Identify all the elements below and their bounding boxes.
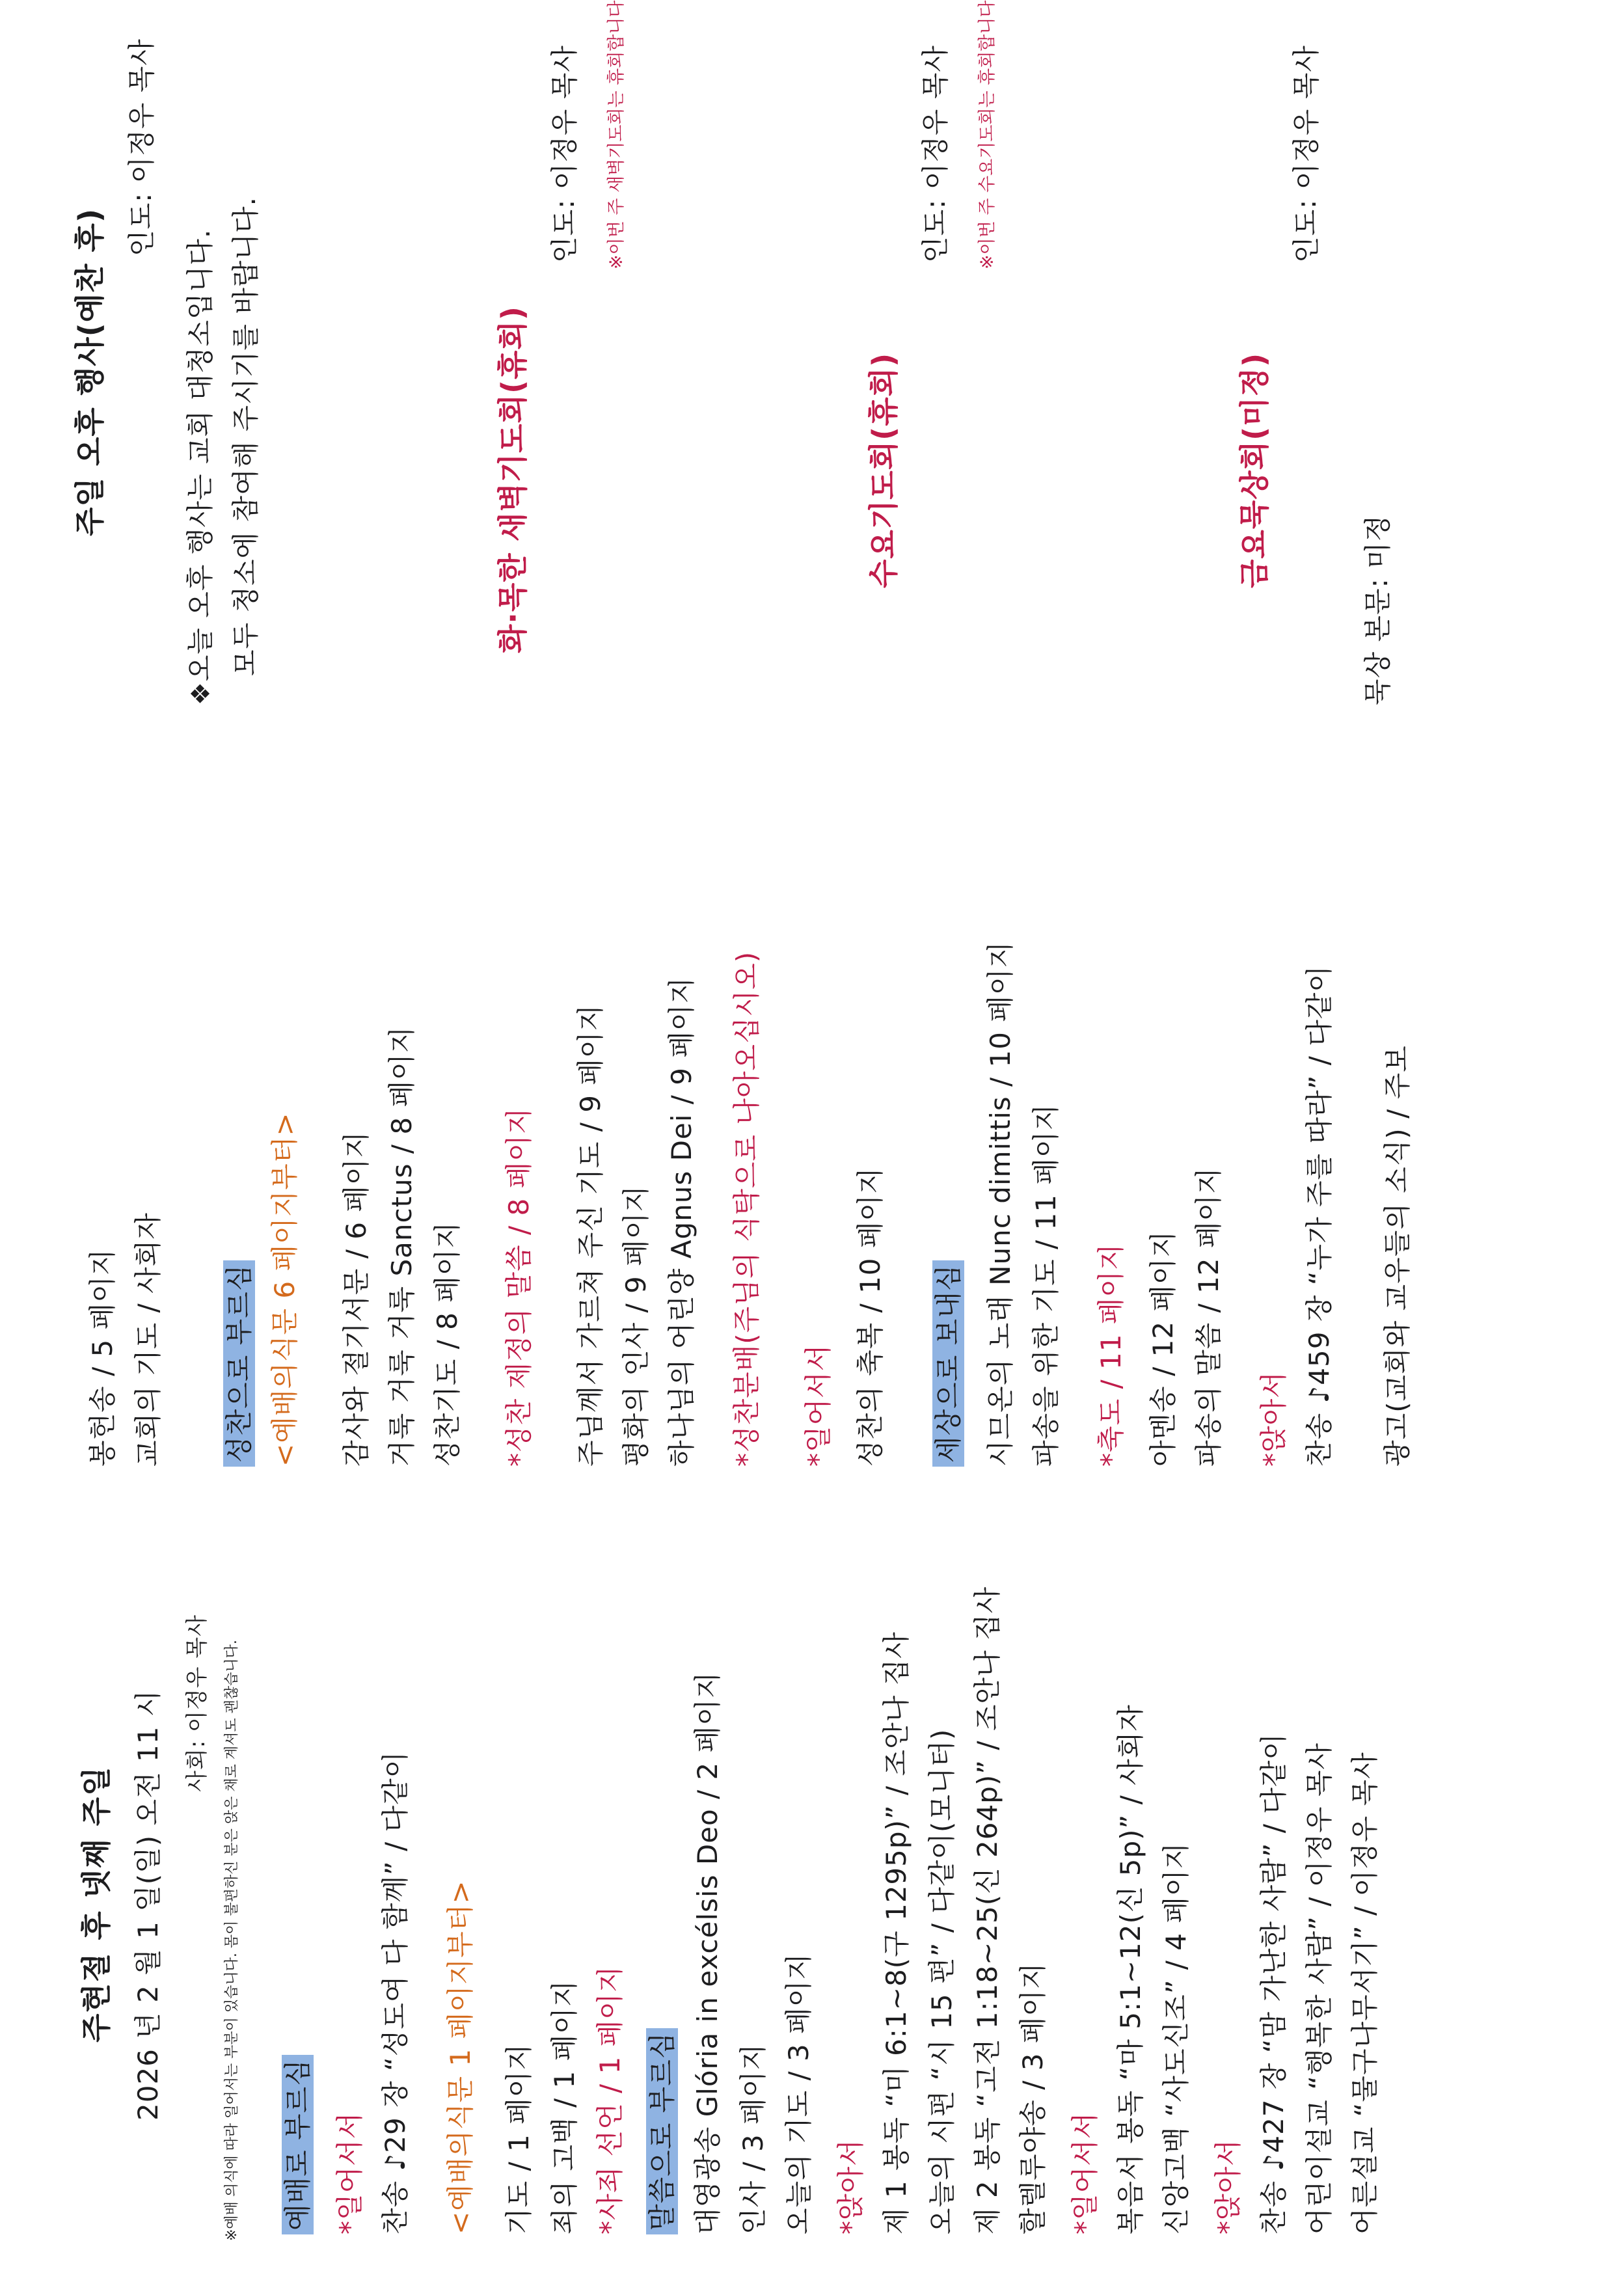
nunc-dimittis: 시므온의 노래 Nunc dimittis / 10 페이지 [984, 941, 1016, 1467]
eucharistic-prayer: 성찬기도 / 8 페이지 [431, 1221, 463, 1467]
confession-item: 죄의 고백 / 1 페이지 [548, 1979, 580, 2234]
wednesday-prayer-leader: 인도: 이정우 목사 [919, 45, 951, 263]
diamond-bullet-icon: ❖ [186, 681, 216, 705]
stand-instruction: *일어서서 [334, 2111, 366, 2234]
service-date: 2026 년 2 월 1 일(일) 오전 11 시 [132, 1689, 164, 2121]
order-of-worship-part-1 [0, 1519, 1624, 2247]
section-tag: 세상으로 보내심 [932, 1260, 964, 1467]
amen-song: 아멘송 / 12 페이지 [1147, 1230, 1179, 1467]
opening-hymn: 찬송 ♪29 장 “성도여 다 함께” / 다같이 [379, 1750, 411, 2234]
adult-sermon: 어른설교 “물구나무서기” / 이정우 목사 [1349, 1752, 1381, 2234]
offering-song: 봉헌송 / 5 페이지 [87, 1248, 118, 1467]
section-call-to-worship [280, 2055, 316, 2234]
standing-note: ※예배 의식에 따라 일어서는 부분이 있습니다. 몸이 불편하신 분은 앉은 채로 계셔도 괜찮습니다. [224, 1640, 240, 2241]
creed-item: 신앙고백 “사도신조” / 4 페이지 [1160, 1841, 1192, 2234]
afternoon-event-line-1 [182, 229, 219, 705]
lords-prayer: 주님께서 가르쳐 주신 기도 / 9 페이지 [575, 1004, 606, 1467]
prayers-of-church: 교회의 기도 / 사회자 [132, 1212, 164, 1467]
first-reading: 제 1 봉독 “미 6:1~8(구 1295p)” / 조안나 집사 [880, 1631, 912, 2234]
psalm-reading: 오늘의 시편 “시 15 편” / 다같이(모니터) [926, 1728, 958, 2234]
closing-hymn: 찬송 ♪459 장 “누가 주를 따라” / 다같이 [1303, 965, 1335, 1467]
prayer-item: 기도 / 1 페이지 [503, 2043, 535, 2234]
sermon-hymn: 찬송 ♪427 장 “맘 가난한 사람” / 다같이 [1258, 1733, 1290, 2234]
afternoon-event-line-2: 모두 청소에 참여해 주시기를 바랍니다. [230, 197, 262, 676]
dismissal-words: 파송의 말씀 / 12 페이지 [1193, 1167, 1225, 1467]
sit-instruction-3: *앉아서 [1258, 1371, 1290, 1467]
absolution-item: *사죄 선언 / 1 페이지 [594, 1965, 626, 2234]
dawn-prayer-title: 화·목한 새벽기도회(휴회) [495, 306, 530, 653]
afternoon-event-title: 주일 오후 행사(예찬 후) [72, 208, 107, 536]
sanctus-item: 거룩 거룩 거룩 Sanctus / 8 페이지 [386, 1025, 418, 1467]
stand-instruction-2: *일어서서 [1069, 2111, 1101, 2234]
second-reading: 제 2 봉독 “고전 1:18~25(신 264p)” / 조안나 집사 [971, 1586, 1003, 2234]
communion-blessing: 성찬의 축복 / 10 페이지 [854, 1167, 886, 1467]
peace-greeting: 평화의 인사 / 9 페이지 [620, 1185, 652, 1467]
agnus-dei: 하나님의 어린양 Agnus Dei / 9 페이지 [666, 976, 697, 1467]
order-of-worship-part-2 [0, 751, 1624, 1480]
afternoon-event-leader: 인도: 이정우 목사 [126, 38, 157, 256]
wednesday-prayer-note: ※이번 주 수요기도회는 휴회합니다 [977, 0, 997, 269]
benediction: *축도 / 11 페이지 [1095, 1243, 1127, 1467]
wednesday-prayer-title: 수요기도회(휴회) [866, 352, 901, 588]
weekly-events [0, 0, 1624, 731]
liturgy-page-ref-2: <예배의식문 6 페이지부터> [269, 1112, 301, 1467]
sending-prayer: 파송을 위한 기도 / 11 페이지 [1030, 1103, 1062, 1467]
communion-distribution: *성찬분배(주님의 식탁으로 나아오십시오) [731, 951, 763, 1467]
collect-item: 오늘의 기도 / 3 페이지 [783, 1953, 815, 2234]
section-sending [930, 1260, 967, 1467]
dawn-prayer-leader: 인도: 이정우 목사 [548, 45, 580, 263]
sit-instruction-2: *앉아서 [1212, 2139, 1244, 2234]
section-tag: 성찬으로 부르심 [223, 1260, 255, 1467]
section-tag: 말씀으로 부르심 [646, 2028, 678, 2234]
friday-meditation-leader: 인도: 이정우 목사 [1290, 45, 1322, 263]
dawn-prayer-note: ※이번 주 새벽기도회는 휴회합니다 [606, 0, 627, 269]
liturgy-page-ref: <예배의식문 1 페이지부터> [444, 1880, 476, 2234]
sit-instruction: *앉아서 [835, 2139, 867, 2234]
section-call-to-communion [221, 1260, 258, 1467]
gospel-reading: 복음서 봉독 “마 5:1~12(신 5p)” / 사회자 [1115, 1704, 1146, 2234]
stand-instruction-3: *일어서서 [802, 1344, 834, 1467]
afternoon-line-1-text: 오늘 오후 행사는 교회 대청소입니다. [184, 228, 216, 682]
greeting-item: 인사 / 3 페이지 [737, 2043, 769, 2234]
words-of-institution: *성찬 제정의 말씀 / 8 페이지 [503, 1107, 535, 1467]
thanksgiving-item: 감사와 절기서문 / 6 페이지 [340, 1131, 372, 1467]
service-officiant: 사회: 이정우 목사 [184, 1614, 210, 1792]
friday-meditation-text: 묵상 본문: 미정 [1362, 514, 1394, 705]
section-tag: 예배로 부르심 [282, 2055, 314, 2234]
service-title: 주현절 후 넷째 주일 [79, 1765, 114, 2043]
section-call-by-word [644, 2028, 681, 2234]
children-sermon: 어린이설교 “행복한 사람” / 이정우 목사 [1303, 1742, 1335, 2234]
friday-meditation-title: 금요묵상회(미정) [1237, 352, 1272, 588]
gloria-item: 대영광송 Glória in excélsis Deo / 2 페이지 [692, 1671, 724, 2234]
announcements: 광고(교회와 교우들의 소식) / 주보 [1381, 1045, 1413, 1467]
alleluia-item: 할렐루야송 / 3 페이지 [1017, 1962, 1049, 2234]
